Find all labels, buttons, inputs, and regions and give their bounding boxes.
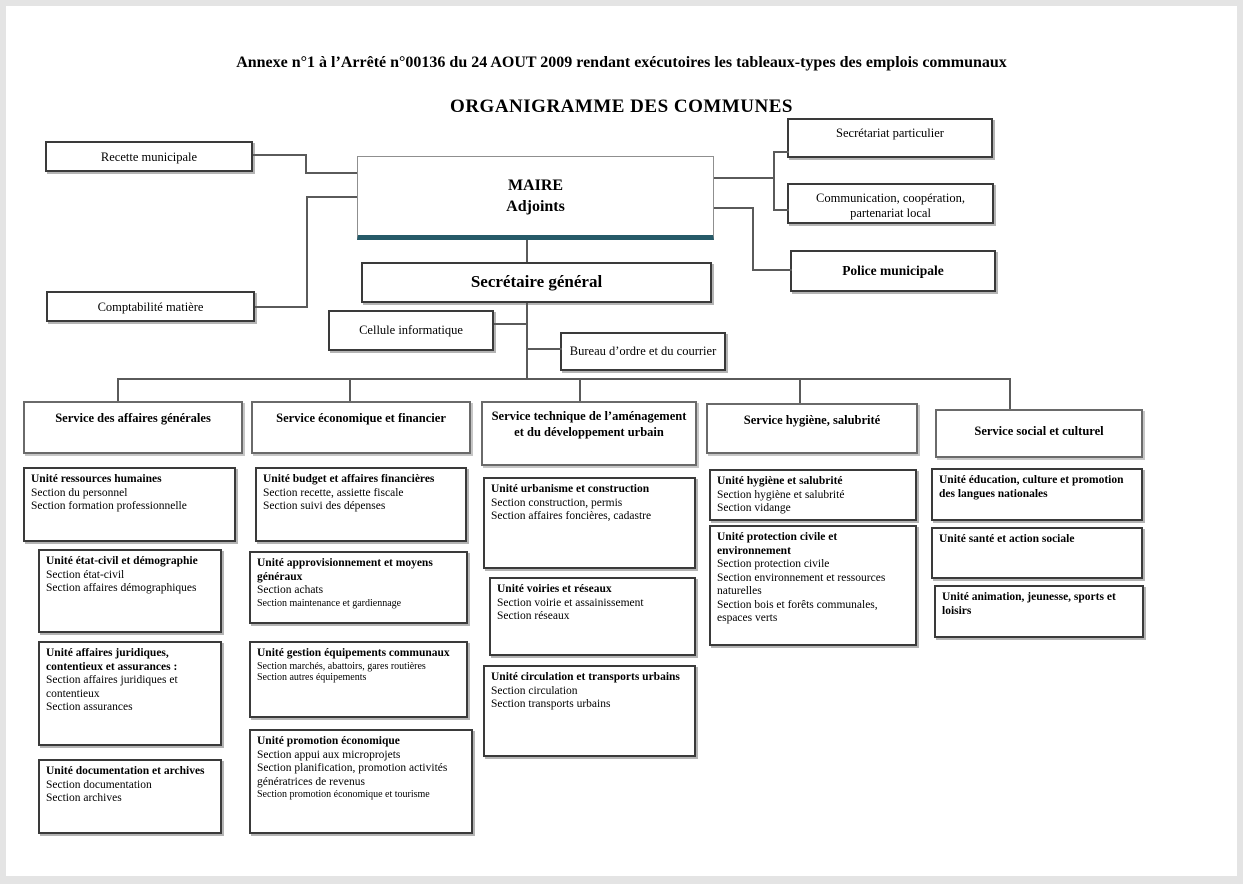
service-box-economique-financier xyxy=(251,401,471,454)
unit-box-circulation-transports xyxy=(483,665,696,757)
connector-line xyxy=(306,196,308,308)
unit-section: Section protection civile xyxy=(717,558,830,571)
page-subtitle: ORGANIGRAMME DES COMMUNES xyxy=(450,96,793,117)
box-label: Bureau d’ordre et du courrier xyxy=(569,344,717,358)
connector-line xyxy=(752,207,754,271)
unit-title: Unité urbanisme et construction xyxy=(491,483,650,495)
unit-title: Unité ressources humaines xyxy=(31,473,162,485)
unit-section: Section réseaux xyxy=(497,610,570,623)
unit-title: Unité animation, jeunesse, sports et loisirs xyxy=(942,591,1116,617)
unit-title: Unité santé et action sociale xyxy=(939,533,1075,545)
unit-box-urbanisme-construction xyxy=(483,477,696,569)
unit-title: Unité éducation, culture et promotion des langues nationales xyxy=(939,474,1124,500)
unit-box-documentation-archives xyxy=(38,759,222,834)
box-label: Comptabilité matière xyxy=(97,300,204,314)
connector-line xyxy=(714,207,754,209)
unit-title: Unité affaires juridiques, contentieux et assurances : xyxy=(46,647,178,673)
box-maire-adjoints xyxy=(357,156,714,240)
unit-section: Section bois et forêts communales, espaces verts xyxy=(717,598,878,625)
service-label: Service économique et financier xyxy=(276,411,446,425)
box-label: Police municipale xyxy=(842,263,944,278)
box-label: Secrétariat particulier xyxy=(836,126,944,140)
unit-section: Section état-civil xyxy=(46,568,125,581)
service-box-technique-amenagement xyxy=(481,401,697,466)
unit-title: Unité documentation et archives xyxy=(46,765,205,777)
unit-box-animation-jeunesse-sports xyxy=(934,585,1144,638)
connector-line xyxy=(579,378,581,401)
connector-line xyxy=(527,348,562,350)
connector-line xyxy=(773,151,775,211)
unit-box-affaires-juridiques xyxy=(38,641,222,746)
service-label: Service social et culturel xyxy=(974,424,1104,438)
connector-line xyxy=(799,378,801,403)
unit-section: Section formation professionnelle xyxy=(31,500,187,513)
box-label: Recette municipale xyxy=(100,150,198,164)
connector-line xyxy=(494,323,528,325)
connector-line xyxy=(752,269,792,271)
unit-section: Section affaires foncières, cadastre xyxy=(491,510,652,523)
service-box-social-culturel xyxy=(935,409,1143,458)
unit-box-ressources-humaines xyxy=(23,467,236,542)
unit-section: Section planification, promotion activités génératrices de revenus xyxy=(257,762,448,788)
unit-section: Section achats xyxy=(257,584,324,597)
connector-line xyxy=(305,172,357,174)
box-communication-cooperation xyxy=(787,183,994,224)
unit-title: Unité gestion équipements communaux xyxy=(257,647,450,659)
connector-line xyxy=(773,151,789,153)
unit-box-education-culture xyxy=(931,468,1143,521)
unit-section: Section vidange xyxy=(717,502,791,515)
unit-title: Unité circulation et transports urbains xyxy=(491,671,680,683)
unit-section: Section affaires démographiques xyxy=(46,582,197,595)
unit-section: Section circulation xyxy=(491,684,578,697)
unit-title: Unité protection civile et environnement xyxy=(717,531,838,557)
connector-line xyxy=(1009,378,1011,409)
unit-box-etat-civil-demographie xyxy=(38,549,222,633)
unit-section: Section marchés, abattoirs, gares routières xyxy=(257,660,426,672)
unit-title: Unité voiries et réseaux xyxy=(497,583,612,595)
document-page xyxy=(6,6,1237,876)
unit-section: Section suivi des dépenses xyxy=(263,500,386,513)
connector-line xyxy=(714,177,775,179)
connector-line xyxy=(526,240,528,262)
box-label: Communication, coopération, partenariat local xyxy=(816,191,965,220)
box-comptabilite-matiere xyxy=(46,291,255,322)
unit-box-hygiene-salubrite xyxy=(709,469,917,521)
unit-section: Section transports urbains xyxy=(491,698,611,711)
unit-section: Section archives xyxy=(46,792,122,805)
connector-line xyxy=(306,196,357,198)
unit-title: Unité hygiène et salubrité xyxy=(717,475,843,487)
service-label: Service des affaires générales xyxy=(55,411,211,425)
unit-section: Section du personnel xyxy=(31,486,128,499)
unit-box-protection-civile-environnement xyxy=(709,525,917,646)
unit-section: Section environnement et ressources naturelles xyxy=(717,571,886,598)
connector-line xyxy=(349,378,351,401)
box-recette-municipale xyxy=(45,141,253,172)
maire-label: MAIRE xyxy=(507,177,564,194)
box-label: Cellule informatique xyxy=(359,323,463,337)
unit-section: Section affaires juridiques et contentieux xyxy=(46,674,178,700)
unit-section: Section appui aux microprojets xyxy=(257,748,401,761)
connector-line xyxy=(253,154,307,156)
unit-title: Unité état-civil et démographie xyxy=(46,555,198,567)
unit-section: Section voirie et assainissement xyxy=(497,596,644,609)
unit-section: Section recette, assiette fiscale xyxy=(263,486,404,499)
connector-line xyxy=(305,154,307,174)
unit-box-voiries-reseaux xyxy=(489,577,696,656)
unit-box-gestion-equipements xyxy=(249,641,468,718)
adjoints-label: Adjoints xyxy=(506,197,565,215)
unit-section: Section construction, permis xyxy=(491,496,623,509)
service-label: Service technique de l’aménagement et du développement urbain xyxy=(491,409,687,439)
page-title: Annexe n°1 à l’Arrêté n°00136 du 24 AOUT 2009 rendant exécutoires les tableaux-types des emplois communaux xyxy=(236,54,1007,71)
unit-section: Section autres équipements xyxy=(257,672,367,684)
service-box-affaires-generales xyxy=(23,401,243,454)
box-police-municipale xyxy=(790,250,996,292)
unit-box-approvisionnement-moyens xyxy=(249,551,468,624)
connector-line xyxy=(773,209,789,211)
box-secretaire-general xyxy=(361,262,712,303)
unit-section: Section hygiène et salubrité xyxy=(717,488,845,501)
connector-line xyxy=(526,303,528,380)
unit-title: Unité approvisionnement et moyens généraux xyxy=(257,557,433,583)
unit-box-promotion-economique xyxy=(249,729,473,834)
unit-box-sante-action-sociale xyxy=(931,527,1143,579)
connector-line xyxy=(255,306,308,308)
unit-box-budget-affaires-financieres xyxy=(255,467,467,542)
box-label: Secrétaire général xyxy=(470,272,603,291)
unit-title: Unité budget et affaires financières xyxy=(263,473,435,485)
unit-section: Section maintenance et gardiennage xyxy=(257,597,402,609)
connector-line xyxy=(117,378,1011,380)
unit-section: Section assurances xyxy=(46,701,133,714)
connector-line xyxy=(117,378,119,401)
unit-section: Section documentation xyxy=(46,778,152,791)
box-cellule-informatique xyxy=(328,310,494,351)
unit-title: Unité promotion économique xyxy=(257,735,400,747)
service-label: Service hygiène, salubrité xyxy=(743,413,881,427)
box-secretariat-particulier xyxy=(787,118,993,158)
box-bureau-ordre-courrier xyxy=(560,332,726,371)
unit-section: Section promotion économique et tourisme xyxy=(257,789,430,801)
service-box-hygiene-salubrite xyxy=(706,403,918,454)
